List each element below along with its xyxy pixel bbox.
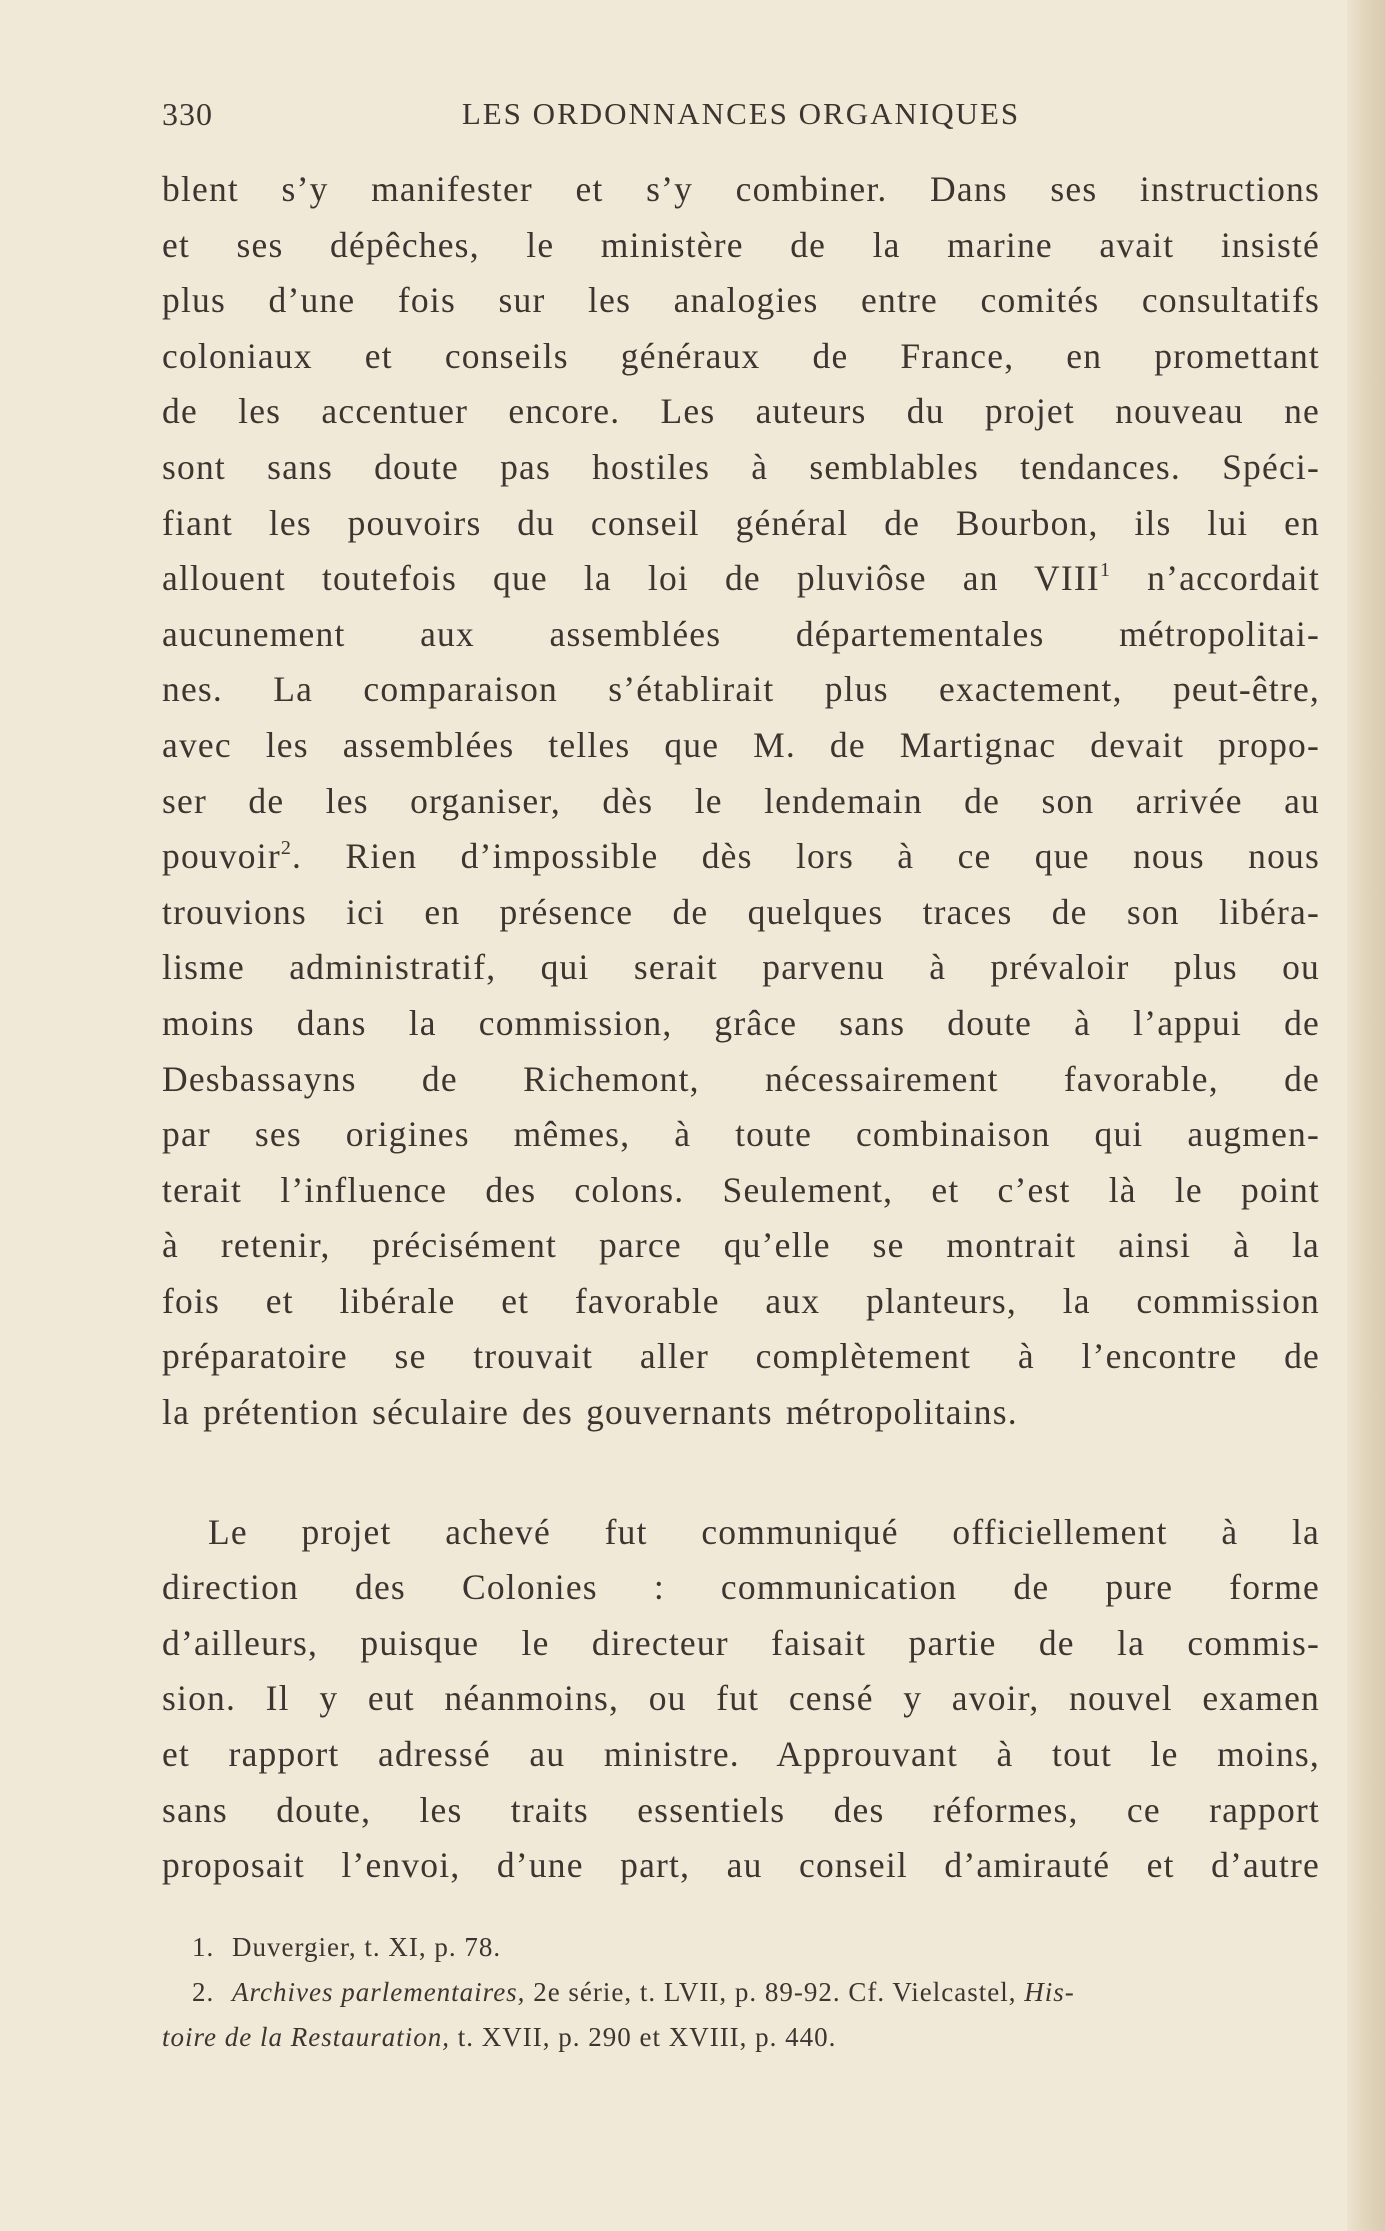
footnote-ref-2: 2 (280, 837, 293, 860)
running-head (162, 96, 1320, 140)
text-line: avec les assemblées telles que M. de Martignac devait propo- (162, 724, 1320, 765)
text-line: lisme administratif, qui serait parvenu à prévaloir plus ou (162, 947, 1320, 988)
footnote-text: t. XVII, p. 290 et XVIII, p. 440. (449, 2022, 837, 2052)
footnote-1 (162, 1925, 1320, 1970)
text-line: à retenir, précisément parce qu’elle se montrait ainsi à la (162, 1225, 1320, 1266)
page-number: 330 (162, 96, 213, 132)
text-line: sont sans doute pas hostiles à semblables tendances. Spéci- (162, 446, 1320, 487)
text-line: et ses dépêches, le ministère de la marine avait insisté (162, 224, 1320, 265)
text-line: Desbassayns de Richemont, nécessairement favorable, de (162, 1058, 1320, 1099)
text-line: aucunement aux assemblées départementales métropolitai- (162, 613, 1320, 654)
text-line: Le projet achevé fut communiqué officiellement à la (208, 1511, 1320, 1552)
text-line: par ses origines mêmes, à toute combinaison qui augmen- (162, 1114, 1320, 1155)
text-line: blent s’y manifester et s’y combiner. Dans ses instructions (162, 169, 1320, 209)
footnote-2-continued (162, 2015, 1320, 2060)
text-segment: pouvoir (162, 836, 281, 877)
text-line: proposait l’envoi, d’une part, au conseil d’amirauté et d’autre (162, 1845, 1320, 1886)
text-line: nes. La comparaison s’établirait plus exactement, peut-être, (162, 669, 1320, 710)
footnotes (162, 1925, 1320, 2060)
footnote-text: 2e série, t. LVII, p. 89-92. Cf. Vielcastel, (525, 1977, 1025, 2007)
text-line: trouvions ici en présence de quelques traces de son libéra- (162, 891, 1320, 932)
paragraph-gap (162, 1441, 1320, 1505)
footnote-italic: Archives parlementaires, (232, 1977, 526, 2007)
text-line (162, 551, 1320, 607)
text-line: moins dans la commission, grâce sans doute à l’appui de (162, 1002, 1320, 1043)
footnote-ref-1: 1 (1099, 559, 1112, 582)
text-line: fois et libérale et favorable aux planteurs, la commission (162, 1280, 1320, 1321)
page-edge-shadow (1347, 0, 1385, 2231)
footnote-text: Duvergier, t. XI, p. 78. (232, 1932, 502, 1962)
text-line: la prétention séculaire des gouvernants métropolitains. (162, 1392, 1018, 1433)
text-line: direction des Colonies : communication de pure forme (162, 1567, 1320, 1608)
text-line: plus d’une fois sur les analogies entre comités consultatifs (162, 280, 1320, 321)
text-segment: . Rien d’impossible dès lors à ce que nous nous (292, 836, 1320, 877)
text-segment: allouent toutefois que la loi de pluviôse an VIII (162, 558, 1100, 599)
text-line: sans doute, les traits essentiels des réformes, ce rapport (162, 1789, 1320, 1830)
text-line: terait l’influence des colons. Seulement, et c’est là le point (162, 1169, 1320, 1210)
text-line: de les accentuer encore. Les auteurs du projet nouveau ne (162, 391, 1320, 432)
body-text (162, 162, 1320, 1894)
footnote-number: 2. (192, 1977, 215, 2007)
running-title: LES ORDONNANCES ORGANIQUES (461, 96, 1021, 131)
text-line: coloniaux et conseils généraux de France, en promettant (162, 335, 1320, 376)
text-line: sion. Il y eut néanmoins, ou fut censé y avoir, nouvel examen (162, 1678, 1320, 1719)
footnote-number: 1. (192, 1932, 215, 1962)
text-segment: n’accordait (1111, 558, 1321, 599)
footnote-italic: His- (1024, 1977, 1075, 2007)
text-line: d’ailleurs, puisque le directeur faisait partie de la commis- (162, 1622, 1320, 1663)
text-line: fiant les pouvoirs du conseil général de Bourbon, ils lui en (162, 502, 1320, 543)
footnote-2 (162, 1970, 1320, 2015)
text-line: ser de les organiser, dès le lendemain de son arrivée au (162, 780, 1320, 821)
text-line: préparatoire se trouvait aller complètement à l’encontre de (162, 1336, 1320, 1377)
footnote-italic: toire de la Restauration, (162, 2022, 450, 2052)
text-line: et rapport adressé au ministre. Approuvant à tout le moins, (162, 1734, 1320, 1775)
text-line (162, 829, 1320, 885)
